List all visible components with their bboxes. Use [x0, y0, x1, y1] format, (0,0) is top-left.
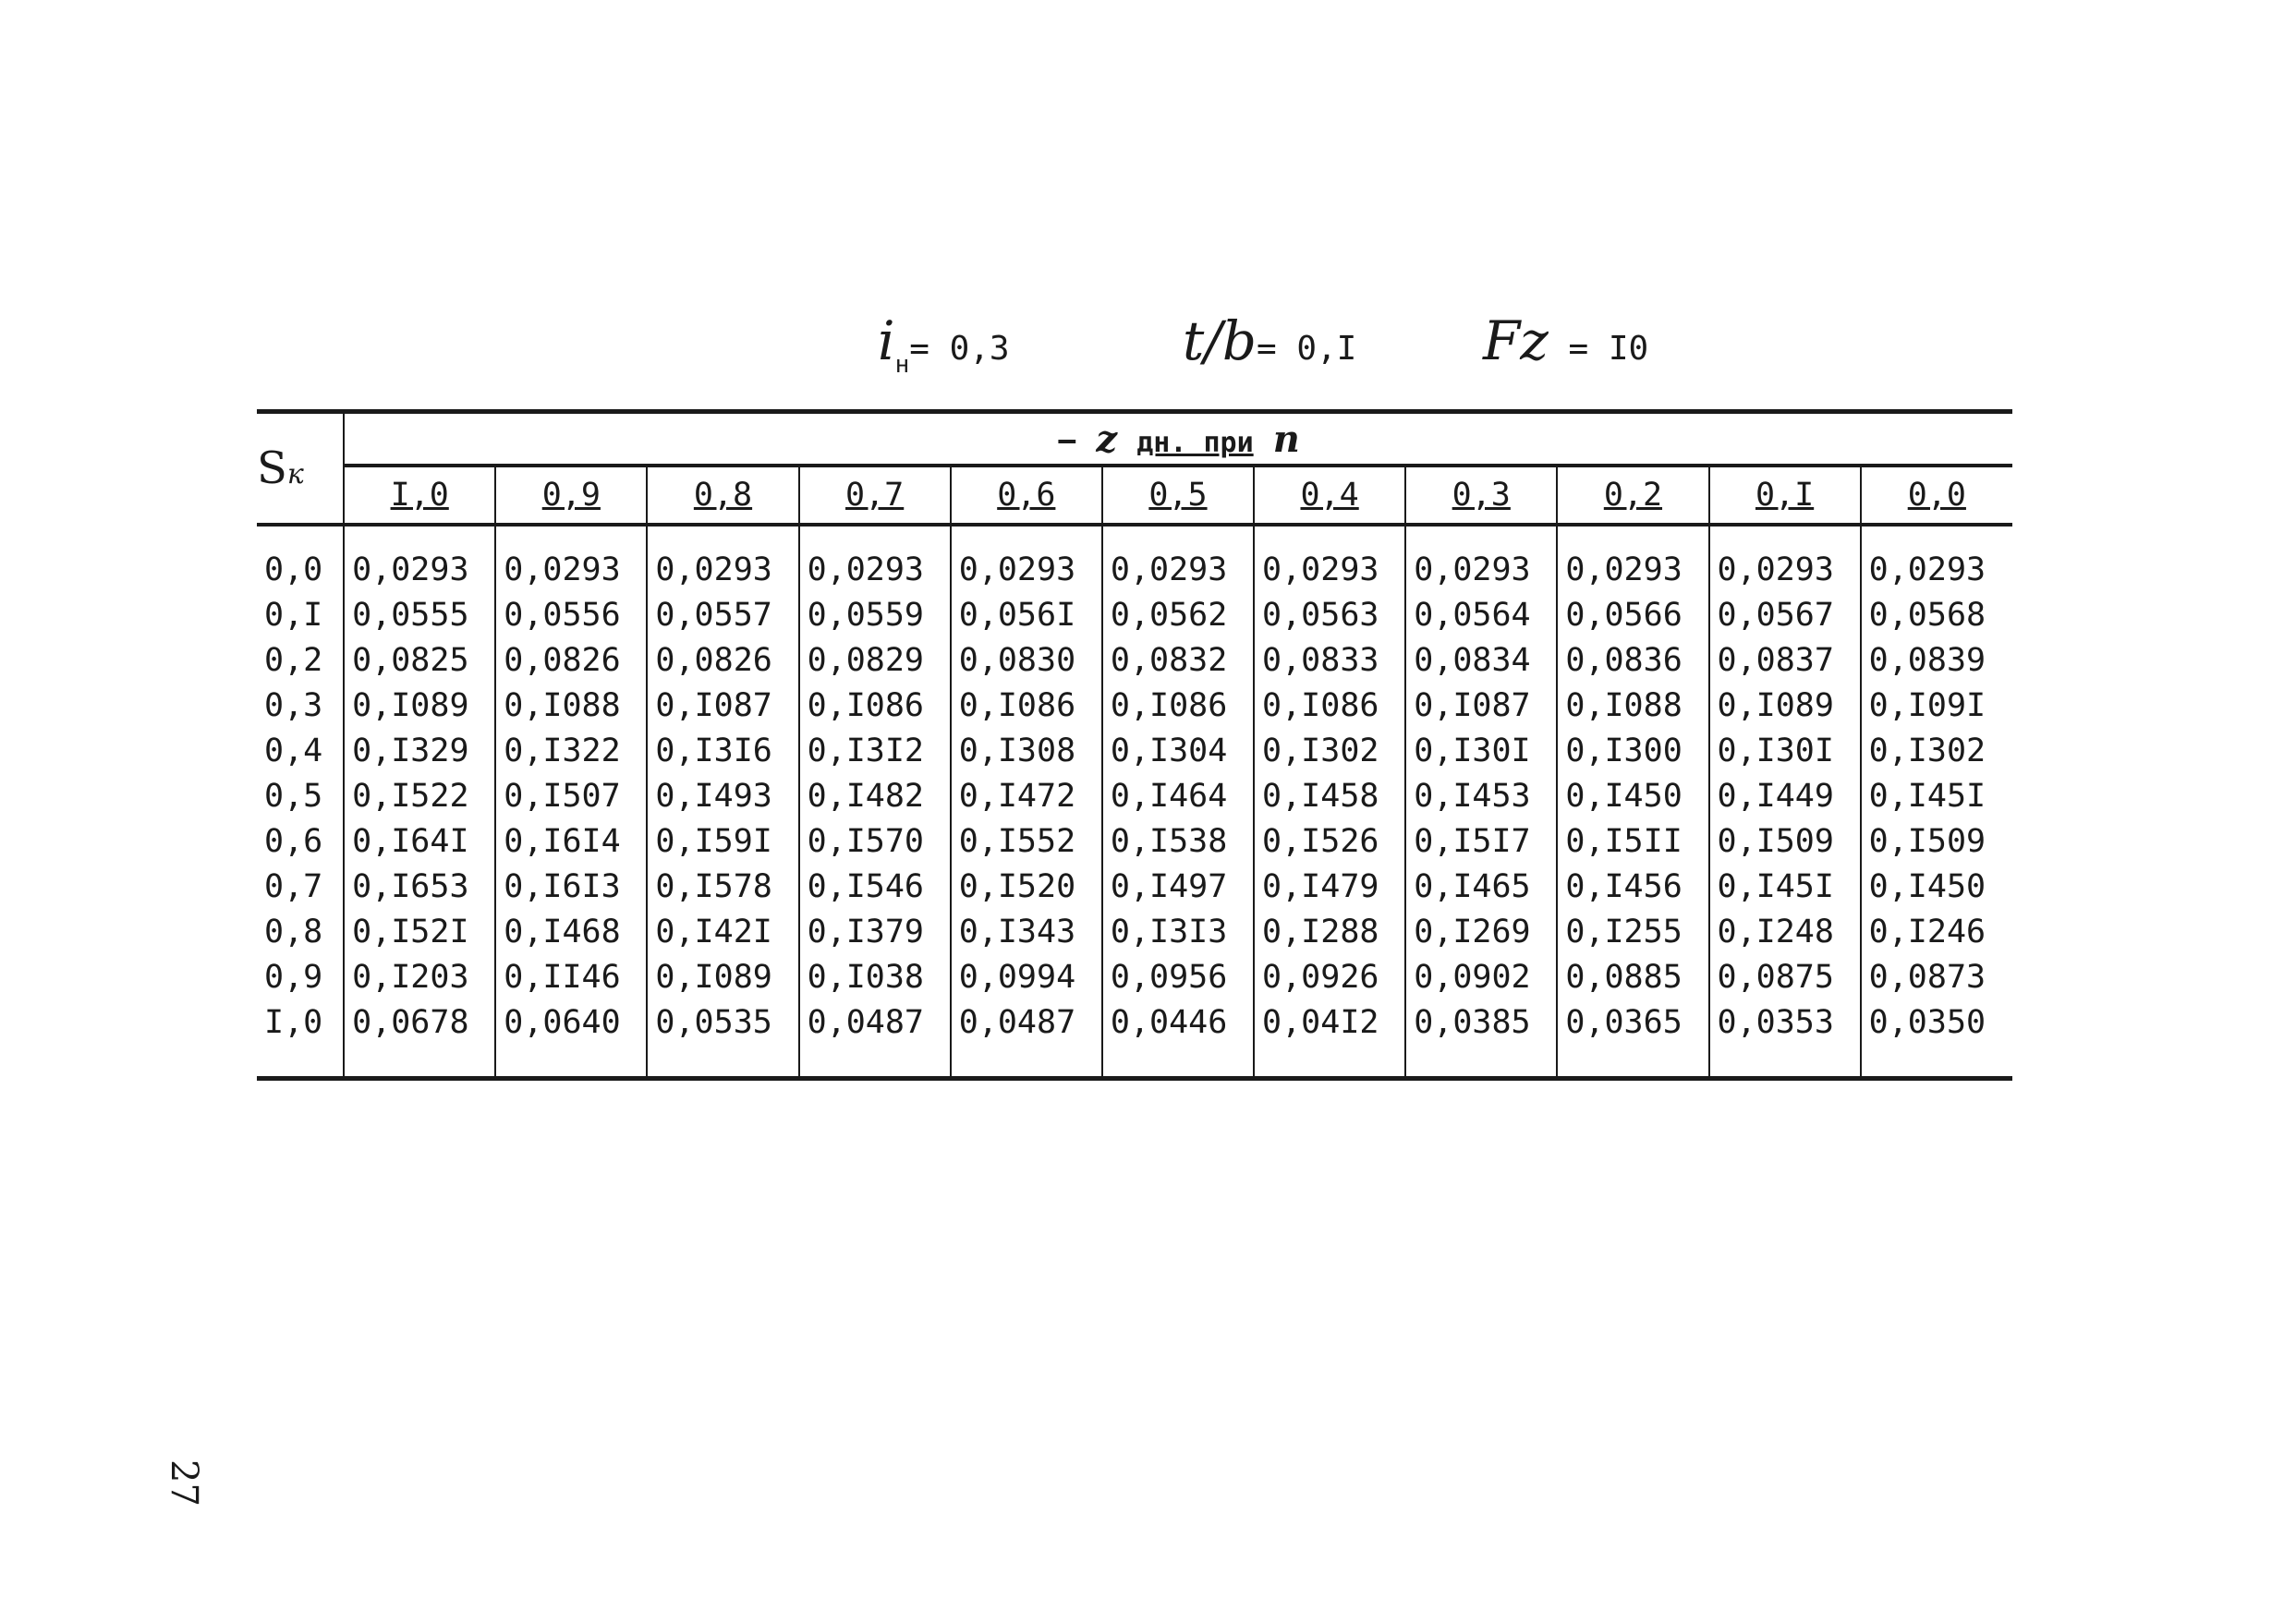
table-cell: 0,I552: [951, 818, 1102, 864]
table-cell: 0,I45I: [1709, 864, 1861, 909]
table-cell: 0,I5II: [1557, 818, 1708, 864]
spacer-cell: [1405, 1045, 1557, 1079]
table-cell: 0,I507: [495, 773, 647, 818]
group-symbol: z: [1096, 417, 1118, 461]
row-label-sk: 0,2: [264, 641, 323, 679]
param-t-b: [1183, 309, 1356, 372]
table-cell: 0,0836: [1557, 637, 1708, 683]
table-cell: 0,I45I: [1861, 773, 2012, 818]
column-header-n: 0,3: [1405, 466, 1557, 525]
table-cell: 0,I526: [1254, 818, 1405, 864]
table-cell: 0,I52I: [344, 909, 495, 954]
table-row: [257, 525, 2012, 592]
table-cell: 0,I3I2: [799, 728, 951, 773]
table-row: [257, 683, 2012, 728]
table-cell: 0,0353: [1709, 999, 1861, 1045]
data-table-container: [257, 409, 2012, 1083]
table-cell: 0,056I: [951, 592, 1102, 637]
page-number: 27: [163, 1459, 205, 1507]
table-cell: 0,I578: [647, 864, 798, 909]
column-header-n: 0,6: [951, 466, 1102, 525]
column-header-n: 0,7: [799, 466, 951, 525]
row-label-sk: 0,3: [264, 686, 323, 724]
table-cell: 0,I482: [799, 773, 951, 818]
group-text: дн. при: [1136, 426, 1254, 459]
param-fz: [1483, 309, 1648, 372]
column-header-n: 0,0: [1861, 466, 2012, 525]
table-cell: 0,I089: [1709, 683, 1861, 728]
table-cell: 0,I088: [1557, 683, 1708, 728]
param-value: = I0: [1568, 330, 1649, 368]
table-cell: 0,0678: [344, 999, 495, 1045]
row-header-subscript: к: [286, 458, 304, 490]
row-label-sk: 0,9: [264, 958, 323, 996]
column-header-n: 0,4: [1254, 466, 1405, 525]
table-cell: 0,0293: [1405, 525, 1557, 592]
spacer-cell: [1861, 1045, 2012, 1079]
table-cell: 0,0293: [1557, 525, 1708, 592]
table-cell: 0,0837: [1709, 637, 1861, 683]
table-row: [257, 728, 2012, 773]
table-cell: 0,I653: [344, 864, 495, 909]
parameters-line: [0, 309, 2296, 393]
table-cell: 0,0293: [1102, 525, 1254, 592]
table-cell: 0,I450: [1861, 864, 2012, 909]
table-cell: 0,0885: [1557, 954, 1708, 999]
table-cell: 0,0832: [1102, 637, 1254, 683]
table-cell: 0,0293: [799, 525, 951, 592]
table-row: [257, 954, 2012, 999]
row-header-sk: [257, 412, 344, 526]
table-cell: 0,I086: [951, 683, 1102, 728]
param-symbol: Fz: [1483, 309, 1549, 372]
table-cell: 0,0956: [1102, 954, 1254, 999]
table-cell: 0,I329: [344, 728, 495, 773]
param-symbol: i: [878, 309, 895, 372]
table-cell: 0,II46: [495, 954, 647, 999]
table-cell: 0,0834: [1405, 637, 1557, 683]
table-cell: 0,0556: [495, 592, 647, 637]
table-cell: 0,I520: [951, 864, 1102, 909]
table-cell: 0,0365: [1557, 999, 1708, 1045]
table-cell: 0,I088: [495, 683, 647, 728]
table-cell: 0,0839: [1861, 637, 2012, 683]
table-cell: 0,0825: [344, 637, 495, 683]
row-label-sk: 0,8: [264, 913, 323, 950]
table-cell: 0,I288: [1254, 909, 1405, 954]
table-cell: 0,I497: [1102, 864, 1254, 909]
table-cell: 0,I089: [344, 683, 495, 728]
table-cell: 0,0994: [951, 954, 1102, 999]
table-cell: 0,0293: [1709, 525, 1861, 592]
table-cell: 0,0559: [799, 592, 951, 637]
table-row: [257, 864, 2012, 909]
table-cell: 0,I449: [1709, 773, 1861, 818]
table-cell: 0,I456: [1557, 864, 1708, 909]
table-cell: 0,I458: [1254, 773, 1405, 818]
table-cell: 0,I42I: [647, 909, 798, 954]
table-cell: 0,0555: [344, 592, 495, 637]
table-cell: 0,0557: [647, 592, 798, 637]
table-cell: 0,I509: [1709, 818, 1861, 864]
table-cell: 0,I086: [799, 683, 951, 728]
table-cell: 0,I087: [647, 683, 798, 728]
table-cell: 0,I538: [1102, 818, 1254, 864]
spacer-cell: [1254, 1045, 1405, 1079]
spacer-cell: [1102, 1045, 1254, 1079]
column-header-n: 0,8: [647, 466, 798, 525]
table-cell: 0,I087: [1405, 683, 1557, 728]
param-i: [878, 309, 1010, 379]
table-cell: 0,0293: [1861, 525, 2012, 592]
table-row: [257, 999, 2012, 1045]
table-cell: 0,I64I: [344, 818, 495, 864]
table-cell: 0,I6I3: [495, 864, 647, 909]
group-prefix: −: [1057, 422, 1077, 460]
table-cell: 0,I203: [344, 954, 495, 999]
table-cell: 0,0566: [1557, 592, 1708, 637]
table-cell: 0,I479: [1254, 864, 1405, 909]
spacer-cell: [1557, 1045, 1708, 1079]
table-cell: 0,0830: [951, 637, 1102, 683]
table-cell: 0,I086: [1102, 683, 1254, 728]
table-row: [257, 773, 2012, 818]
param-value: = 0,I: [1256, 330, 1357, 368]
param-symbol: t/b: [1183, 309, 1257, 372]
table-cell: 0,0535: [647, 999, 798, 1045]
table-cell: 0,0568: [1861, 592, 2012, 637]
table-cell: 0,I302: [1861, 728, 2012, 773]
table-cell: 0,0385: [1405, 999, 1557, 1045]
column-header-n: 0,I: [1709, 466, 1861, 525]
column-group-header: [344, 412, 2012, 466]
table-cell: 0,I59I: [647, 818, 798, 864]
table-cell: 0,I308: [951, 728, 1102, 773]
param-subscript: н: [894, 351, 910, 379]
table-cell: 0,0446: [1102, 999, 1254, 1045]
table-cell: 0,I302: [1254, 728, 1405, 773]
table-row: [257, 818, 2012, 864]
table-cell: 0,I464: [1102, 773, 1254, 818]
table-cell: 0,I493: [647, 773, 798, 818]
spacer-cell: [1709, 1045, 1861, 1079]
table-spacer-row: [257, 1045, 2012, 1079]
table-cell: 0,I522: [344, 773, 495, 818]
table-cell: 0,I300: [1557, 728, 1708, 773]
table-cell: 0,I269: [1405, 909, 1557, 954]
table-cell: 0,0829: [799, 637, 951, 683]
group-var: n: [1272, 417, 1300, 461]
table-cell: 0,I248: [1709, 909, 1861, 954]
table-row: [257, 637, 2012, 683]
table-cell: 0,I468: [495, 909, 647, 954]
table-cell: 0,I570: [799, 818, 951, 864]
table-cell: 0,I3I3: [1102, 909, 1254, 954]
spacer-cell: [799, 1045, 951, 1079]
table-cell: 0,0293: [1254, 525, 1405, 592]
table-cell: 0,I546: [799, 864, 951, 909]
table-row: [257, 909, 2012, 954]
table-cell: 0,I472: [951, 773, 1102, 818]
table-cell: 0,I5I7: [1405, 818, 1557, 864]
table-cell: 0,I379: [799, 909, 951, 954]
row-label-sk: 0,5: [264, 777, 323, 815]
table-cell: 0,0873: [1861, 954, 2012, 999]
table-cell: 0,0826: [647, 637, 798, 683]
table-cell: 0,0487: [951, 999, 1102, 1045]
column-header-n: I,0: [344, 466, 495, 525]
row-label-sk: I,0: [264, 1003, 323, 1041]
table-cell: 0,0293: [344, 525, 495, 592]
table-cell: 0,0293: [647, 525, 798, 592]
table-cell: 0,0826: [495, 637, 647, 683]
table-cell: 0,0926: [1254, 954, 1405, 999]
column-header-n: 0,5: [1102, 466, 1254, 525]
table-cell: 0,I453: [1405, 773, 1557, 818]
spacer-cell: [951, 1045, 1102, 1079]
table-cell: 0,I089: [647, 954, 798, 999]
table-cell: 0,I322: [495, 728, 647, 773]
spacer-cell: [344, 1045, 495, 1079]
param-value: = 0,3: [909, 330, 1010, 368]
row-label-sk: 0,7: [264, 867, 323, 905]
table-cell: 0,I304: [1102, 728, 1254, 773]
table-cell: 0,0902: [1405, 954, 1557, 999]
spacer-cell: [647, 1045, 798, 1079]
table-cell: 0,I3I6: [647, 728, 798, 773]
row-label-sk: 0,0: [264, 551, 323, 588]
spacer-cell: [257, 1045, 344, 1079]
table-cell: 0,I30I: [1405, 728, 1557, 773]
table-cell: 0,I255: [1557, 909, 1708, 954]
row-label-sk: 0,4: [264, 732, 323, 769]
table-cell: 0,I30I: [1709, 728, 1861, 773]
data-table: [257, 409, 2012, 1083]
row-label-sk: 0,6: [264, 822, 323, 860]
table-cell: 0,I509: [1861, 818, 2012, 864]
table-cell: 0,04I2: [1254, 999, 1405, 1045]
column-header-n: 0,2: [1557, 466, 1708, 525]
table-cell: 0,0350: [1861, 999, 2012, 1045]
table-cell: 0,I465: [1405, 864, 1557, 909]
spacer-cell: [495, 1045, 647, 1079]
table-cell: 0,0293: [495, 525, 647, 592]
table-cell: 0,I246: [1861, 909, 2012, 954]
table-cell: 0,0564: [1405, 592, 1557, 637]
table-cell: 0,0567: [1709, 592, 1861, 637]
table-cell: 0,I09I: [1861, 683, 2012, 728]
table-cell: 0,0640: [495, 999, 647, 1045]
table-row: [257, 592, 2012, 637]
column-header-n: 0,9: [495, 466, 647, 525]
table-cell: 0,I038: [799, 954, 951, 999]
table-cell: 0,0563: [1254, 592, 1405, 637]
table-cell: 0,0875: [1709, 954, 1861, 999]
row-label-sk: 0,I: [264, 596, 323, 634]
table-cell: 0,0293: [951, 525, 1102, 592]
table-cell: 0,I450: [1557, 773, 1708, 818]
table-cell: 0,0562: [1102, 592, 1254, 637]
table-cell: 0,0833: [1254, 637, 1405, 683]
row-header-symbol: S: [257, 442, 287, 494]
table-bottom-rule: [257, 1079, 2012, 1083]
table-cell: 0,I6I4: [495, 818, 647, 864]
table-cell: 0,0487: [799, 999, 951, 1045]
table-cell: 0,I086: [1254, 683, 1405, 728]
table-cell: 0,I343: [951, 909, 1102, 954]
